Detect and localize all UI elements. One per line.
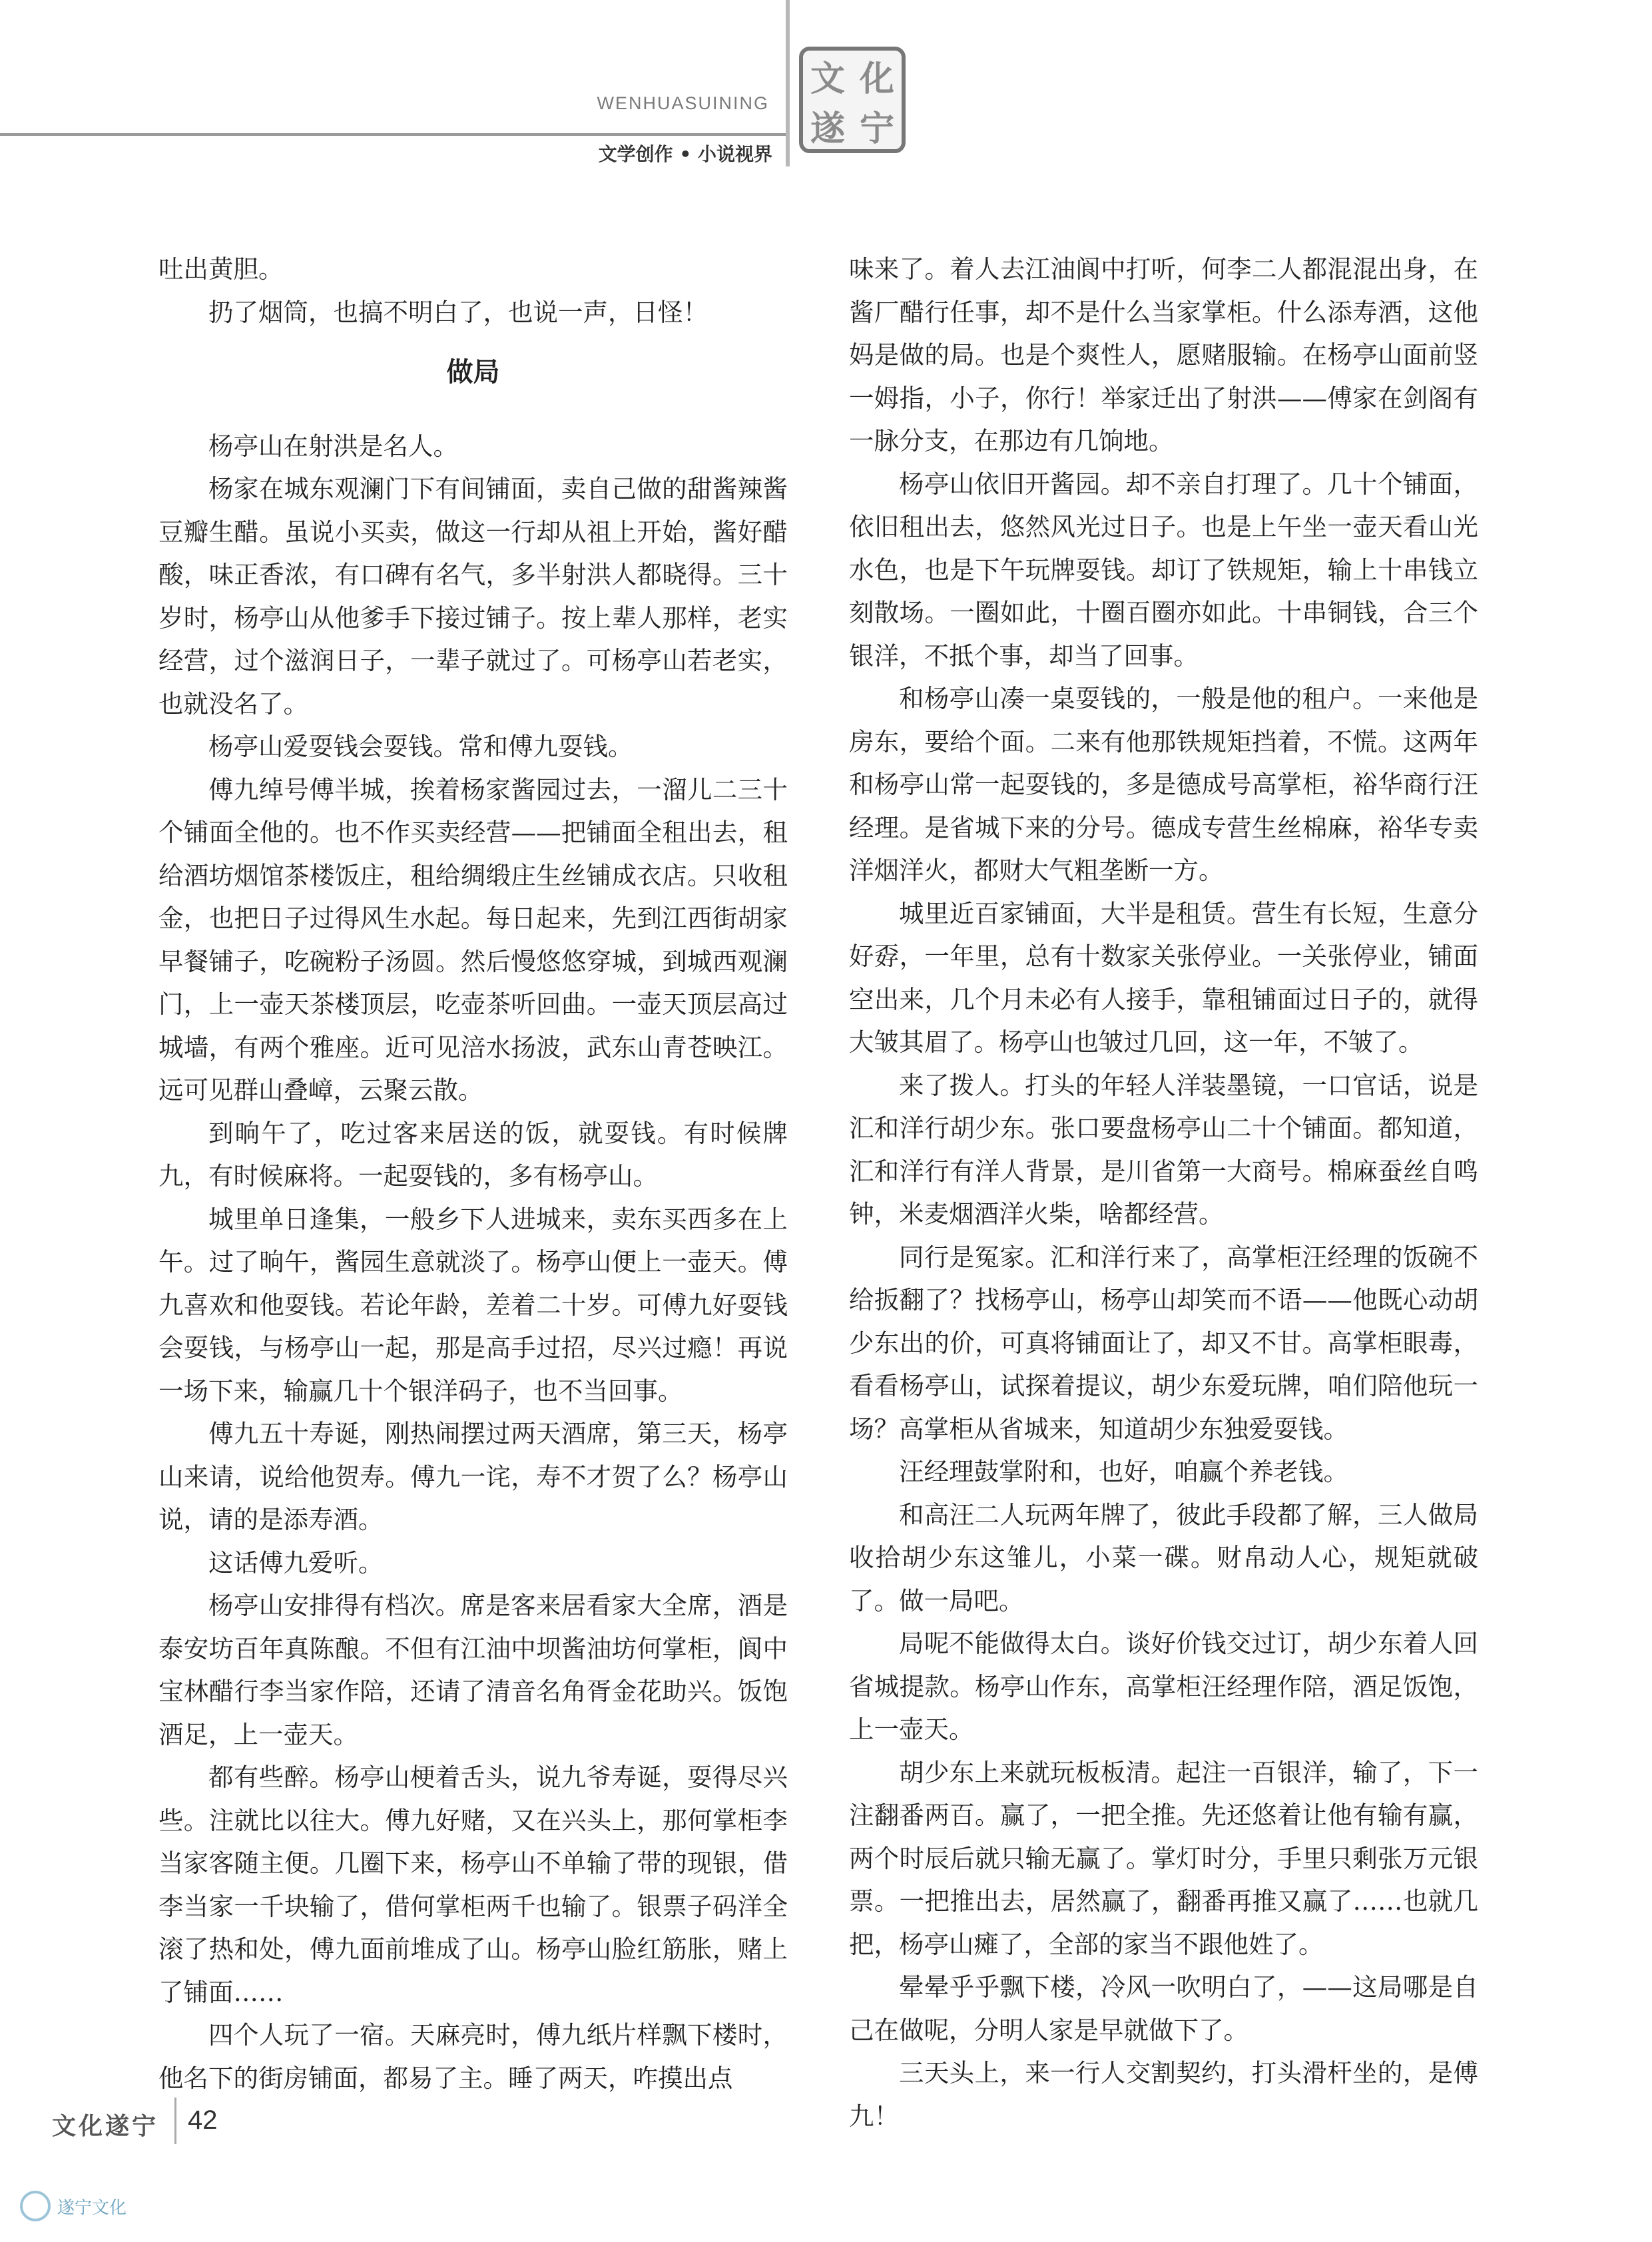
paragraph: 扔了烟筒，也搞不明白了，也说一声，日怪！ bbox=[208, 297, 708, 327]
paragraph: 汪经理鼓掌附和，也好，咱赢个养老钱。 bbox=[899, 1457, 1348, 1486]
paragraph: 胡少东上来就玩板板清。起注一百银洋，输了，下一注翻番两百。赢了，一把全推。先还悠着让他有输有赢，两个时辰后就只输无赢了。掌灯时分，手里只剩张万元银票。一把推出去，居然赢了，翻番再推又赢了……也就几把，杨亭山瘫了，全部的家当不跟他姓了。 bbox=[849, 1757, 1478, 1959]
logo-char: 化 bbox=[859, 59, 894, 99]
paragraph: 吐出黄胆。 bbox=[158, 254, 284, 284]
logo-char: 文 bbox=[810, 59, 845, 99]
footer-brand: 文化遂宁 bbox=[52, 2113, 159, 2140]
paragraph: 这话傅九爱听。 bbox=[208, 1547, 384, 1577]
paragraph: 傅九绰号傅半城，挨着杨家酱园过去，一溜儿二三十个铺面全他的。也不作买卖经营——把铺面全租出去，租给酒坊烟馆茶楼饭庄，租给绸缎庄生丝铺成衣店。只收租金，也把日子过得风生水起。每日起来，先到江西街胡家早餐铺子，吃碗粉子汤圆。然后慢悠悠穿城，到城西观澜门，上一壶天茶楼顶层，吃壶茶听回曲。一壶天顶层高过城墙，有两个雅座。近可见涪水扬波，武东山青苍映江。远可见群山叠嶂，云聚云散。 bbox=[158, 774, 788, 1105]
paragraph: 四个人玩了一宿。天麻亮时，傅九纸片样飘下楼时，他名下的街房铺面，都易了主。睡了两天，咋摸出点 bbox=[158, 2020, 788, 2093]
paragraph: 和杨亭山凑一桌耍钱的，一般是他的租户。一来他是房东，要给个面。二来有他那铁规矩挡着，不慌。这两年和杨亭山常一起耍钱的，多是德成号高掌柜，裕华商行汪经理。是省城下来的分号。德成专营生丝棉麻，裕华专卖洋烟洋火，都财大气粗垄断一方。 bbox=[849, 684, 1478, 885]
magazine-logo-seal bbox=[799, 47, 906, 153]
paragraph: 晕晕乎乎飘下楼，冷风一吹明白了，——这局哪是自己在做呢，分明人家是早就做下了。 bbox=[849, 1972, 1478, 2045]
paragraph: 傅九五十寿诞，刚热闹摆过两天酒席，第三天，杨亭山来请，说给他贺寿。傅九一诧，寿不才贺了么？杨亭山说，请的是添寿酒。 bbox=[158, 1419, 788, 1534]
logo-char: 遂 bbox=[810, 109, 845, 149]
header-english-title: WENHUASUINING bbox=[597, 93, 769, 113]
right-text-column bbox=[849, 248, 1478, 2137]
paragraph: 局呢不能做得太白。谈好价钱交过订，胡少东着人回省城提款。杨亭山作东，高掌柜汪经理作陪，酒足饭饱，上一壶天。 bbox=[849, 1629, 1478, 1744]
paragraph: 杨亭山安排得有档次。席是客来居看家大全席，酒是泰安坊百年真陈酿。不但有江油中坝酱油坊何掌柜，阆中宝林醋行李当家作陪，还请了清音名角胥金花助兴。饭饱酒足，上一壶天。 bbox=[158, 1591, 788, 1749]
paragraph: 都有些醉。杨亭山梗着舌头，说九爷寿诞，耍得尽兴些。注就比以往大。傅九好赌，又在兴头上，那何掌柜李当家客随主便。几圈下来，杨亭山不单输了带的现银，借李当家一千块输了，借何掌柜两千也输了。银票子码洋全滚了热和处，傅九面前堆成了山。杨亭山脸红筋胀，赌上了铺面…… bbox=[158, 1763, 788, 2007]
paragraph: 杨家在城东观澜门下有间铺面，卖自己做的甜酱辣酱豆瓣生醋。虽说小买卖，做这一行却从祖上开始，酱好醋酸，味正香浓，有口碑有名气，多半射洪人都晓得。三十岁时，杨亭山从他爹手下接过铺子。按上辈人那样，老实经营，过个滋润日子，一辈子就过了。可杨亭山若老实，也就没名了。 bbox=[158, 474, 788, 718]
page-number: 42 bbox=[188, 2105, 218, 2135]
paragraph: 城里近百家铺面，大半是租赁。营生有长短，生意分好孬，一年里，总有十数家关张停业。一关张停业，铺面空出来，几个月未必有人接手，靠租铺面过日子的，就得大皱其眉了。杨亭山也皱过几回，这一年，不皱了。 bbox=[849, 898, 1478, 1057]
paragraph: 味来了。着人去江油阆中打听，何李二人都混混出身，在酱厂醋行任事，却不是什么当家掌柜。什么添寿酒，这他妈是做的局。也是个爽性人，愿赌服输。在杨亭山面前竖一姆指，小子，你行！举家迁出了射洪——傅家在剑阁有一脉分支，在那边有几饷地。 bbox=[849, 254, 1478, 455]
paragraph: 同行是冤家。汇和洋行来了，高掌柜汪经理的饭碗不给扳翻了？找杨亭山，杨亭山却笑而不语——他既心动胡少东出的价，可真将铺面让了，却又不甘。高掌柜眼毒，看看杨亭山，试探着提议，胡少东爱玩牌，咱们陪他玩一场？高掌柜从省城来，知道胡少东独爱耍钱。 bbox=[849, 1242, 1478, 1444]
paragraph: 和高汪二人玩两年牌了，彼此手段都了解，三人做局收拾胡少东这雏儿，小菜一碟。财帛动人心，规矩就破了。做一局吧。 bbox=[849, 1500, 1478, 1615]
paragraph: 杨亭山在射洪是名人。 bbox=[208, 431, 458, 461]
paragraph: 杨亭山爱耍钱会耍钱。常和傅九耍钱。 bbox=[208, 732, 633, 761]
logo-char: 宁 bbox=[859, 109, 894, 149]
paragraph: 来了拨人。打头的年轻人洋装墨镜，一口官话，说是汇和洋行胡少东。张口要盘杨亭山二十个铺面。都知道，汇和洋行有洋人背景，是川省第一大商号。棉麻蚕丝自鸣钟，米麦烟酒洋火柴，啥都经营。 bbox=[849, 1070, 1478, 1229]
story-title: 做局 bbox=[446, 357, 500, 388]
paragraph: 城里单日逢集，一般乡下人进城来，卖东买西多在上午。过了晌午，酱园生意就淡了。杨亭山便上一壶天。傅九喜欢和他耍钱。若论年龄，差着二十岁。可傅九好耍钱会耍钱，与杨亭山一起，那是高手过招，尽兴过瘾！再说一场下来，输赢几十个银洋码子，也不当回事。 bbox=[158, 1204, 788, 1406]
left-text-column bbox=[158, 248, 788, 2100]
paragraph: 三天头上，来一行人交割契约，打头滑杆坐的，是傅九！ bbox=[849, 2058, 1478, 2131]
watermark-logo-icon bbox=[20, 2191, 51, 2221]
watermark-text: 遂宁文化 bbox=[57, 2197, 127, 2218]
paragraph: 杨亭山依旧开酱园。却不亲自打理了。几十个铺面，依旧租出去，悠然风光过日子。也是上午坐一壶天看山光水色，也是下午玩牌耍钱。却订了铁规矩，输上十串钱立刻散场。一圈如此，十圈百圈亦如此。十串铜钱，合三个银洋，不抵个事，却当了回事。 bbox=[849, 469, 1478, 671]
footer-divider bbox=[174, 2098, 176, 2144]
header-vertical-rule bbox=[786, 0, 790, 166]
paragraph: 到晌午了，吃过客来居送的饭，就耍钱。有时候牌九，有时候麻将。一起耍钱的，多有杨亭山。 bbox=[158, 1118, 788, 1191]
header-rule bbox=[0, 133, 786, 136]
header-column-name: 文学创作 • 小说视界 bbox=[598, 143, 772, 165]
watermark bbox=[20, 2191, 127, 2221]
